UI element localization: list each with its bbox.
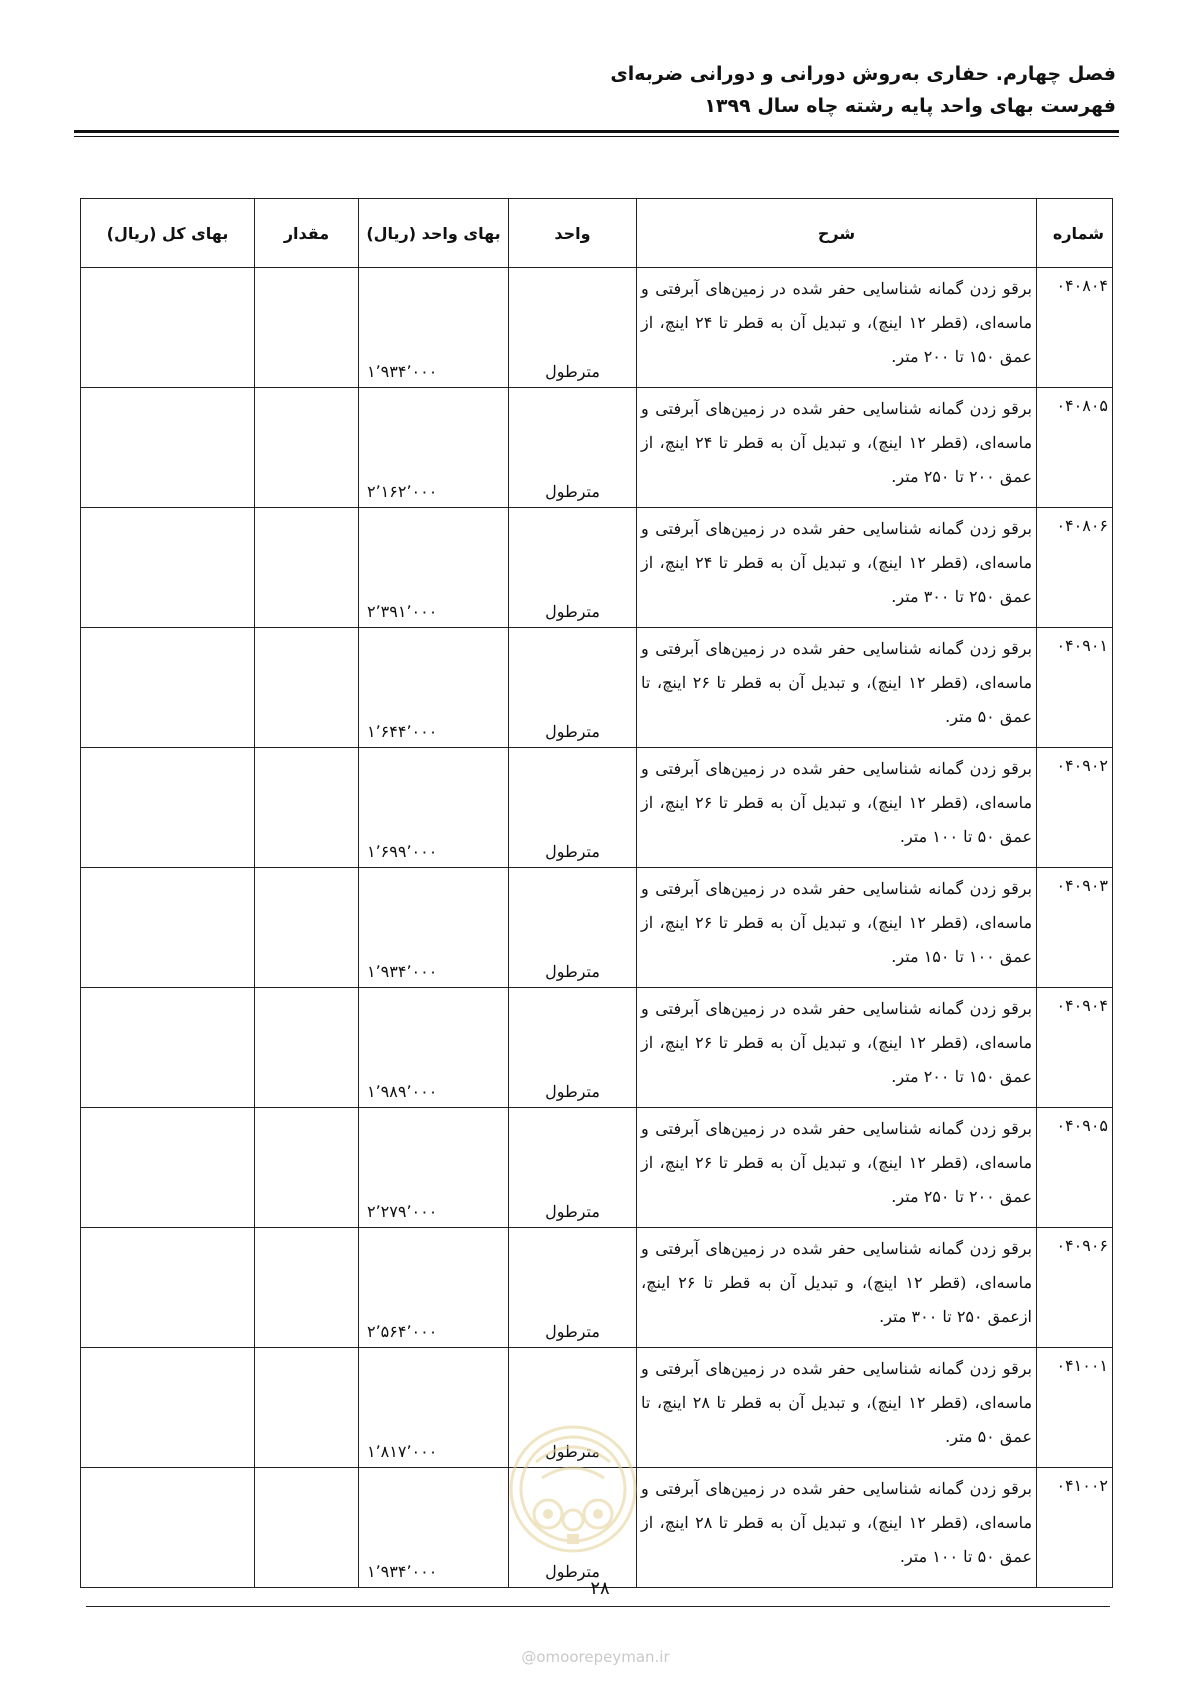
row-quantity [255, 868, 359, 988]
price-list-title: فهرست بهای واحد پایه رشته چاه سال ۱۳۹۹ [704, 95, 1116, 117]
row-unit: مترطول [509, 388, 637, 508]
row-total-price [81, 1228, 255, 1348]
row-unit: مترطول [509, 508, 637, 628]
row-code: ۰۴۰۸۰۶ [1037, 508, 1113, 628]
row-unit: مترطول [509, 748, 637, 868]
table-row [81, 508, 1113, 628]
table-header-row [81, 199, 1113, 268]
column-header-total-price: بهای کل (ریال) [81, 199, 255, 268]
row-code: ۰۴۰۹۰۱ [1037, 628, 1113, 748]
chapter-title: فصل چهارم. حفاری به‌روش دورانی و دورانی ضربه‌ای [610, 63, 1116, 85]
row-total-price [81, 268, 255, 388]
row-total-price [81, 628, 255, 748]
row-code: ۰۴۰۹۰۳ [1037, 868, 1113, 988]
row-description: برقو زدن گمانه شناسایی حفر شده در زمین‌های آبرفتی و ماسه‌ای، (قطر ۱۲ اینچ)، و تبدیل آن به قطر تا ۲۶ اینچ، از عمق ۱۵۰ تا ۲۰۰ متر. [637, 988, 1037, 1108]
row-unit: مترطول [509, 868, 637, 988]
row-description: برقو زدن گمانه شناسایی حفر شده در زمین‌های آبرفتی و ماسه‌ای، (قطر ۱۲ اینچ)، و تبدیل آن به قطر تا ۲۸ اینچ، تا عمق ۵۰ متر. [637, 1348, 1037, 1468]
row-total-price [81, 1348, 255, 1468]
row-unit: مترطول [509, 1108, 637, 1228]
row-quantity [255, 748, 359, 868]
row-code: ۰۴۰۹۰۲ [1037, 748, 1113, 868]
row-unit-price: ۱٬۶۴۴٬۰۰۰ [359, 628, 509, 748]
row-quantity [255, 268, 359, 388]
header-rule-thick [74, 130, 1119, 133]
row-description: برقو زدن گمانه شناسایی حفر شده در زمین‌های آبرفتی و ماسه‌ای، (قطر ۱۲ اینچ)، و تبدیل آن به قطر تا ۲۴ اینچ، از عمق ۱۵۰ تا ۲۰۰ متر. [637, 268, 1037, 388]
table-row [81, 268, 1113, 388]
row-code: ۰۴۰۹۰۶ [1037, 1228, 1113, 1348]
footer-rule [86, 1606, 1110, 1607]
row-unit-price: ۲٬۳۹۱٬۰۰۰ [359, 508, 509, 628]
row-unit-price: ۱٬۹۳۴٬۰۰۰ [359, 1468, 509, 1588]
website-watermark: @omoorepeyman.ir [521, 1648, 670, 1666]
row-quantity [255, 1348, 359, 1468]
row-description: برقو زدن گمانه شناسایی حفر شده در زمین‌های آبرفتی و ماسه‌ای، (قطر ۱۲ اینچ)، و تبدیل آن به قطر تا ۲۸ اینچ، از عمق ۵۰ تا ۱۰۰ متر. [637, 1468, 1037, 1588]
row-unit-price: ۱٬۹۸۹٬۰۰۰ [359, 988, 509, 1108]
row-description: برقو زدن گمانه شناسایی حفر شده در زمین‌های آبرفتی و ماسه‌ای، (قطر ۱۲ اینچ)، و تبدیل آن به قطر تا ۲۶ اینچ، از عمق ۱۰۰ تا ۱۵۰ متر. [637, 868, 1037, 988]
column-header-description: شرح [637, 199, 1037, 268]
row-total-price [81, 388, 255, 508]
table-row [81, 1228, 1113, 1348]
page-number: ۲۸ [590, 1578, 610, 1599]
row-unit: مترطول [509, 628, 637, 748]
row-quantity [255, 388, 359, 508]
row-description: برقو زدن گمانه شناسایی حفر شده در زمین‌های آبرفتی و ماسه‌ای، (قطر ۱۲ اینچ)، و تبدیل آن به قطر تا ۲۶ اینچ، از عمق ۵۰ تا ۱۰۰ متر. [637, 748, 1037, 868]
row-unit: مترطول [509, 1468, 637, 1588]
row-total-price [81, 508, 255, 628]
publisher-seal-watermark [506, 1422, 640, 1556]
table-row [81, 868, 1113, 988]
table-row [81, 388, 1113, 508]
column-header-code: شماره [1037, 199, 1113, 268]
row-quantity [255, 1108, 359, 1228]
row-unit-price: ۱٬۸۱۷٬۰۰۰ [359, 1348, 509, 1468]
row-total-price [81, 748, 255, 868]
column-header-quantity: مقدار [255, 199, 359, 268]
row-code: ۰۴۰۸۰۵ [1037, 388, 1113, 508]
row-quantity [255, 508, 359, 628]
row-unit-price: ۱٬۹۳۴٬۰۰۰ [359, 868, 509, 988]
row-total-price [81, 868, 255, 988]
row-code: ۰۴۰۹۰۵ [1037, 1108, 1113, 1228]
column-header-unit: واحد [509, 199, 637, 268]
row-unit: مترطول [509, 268, 637, 388]
row-unit-price: ۱٬۹۳۴٬۰۰۰ [359, 268, 509, 388]
row-total-price [81, 1468, 255, 1588]
row-code: ۰۴۰۸۰۴ [1037, 268, 1113, 388]
table-row [81, 628, 1113, 748]
row-unit: مترطول [509, 988, 637, 1108]
row-total-price [81, 988, 255, 1108]
row-quantity [255, 1228, 359, 1348]
column-header-unit-price: بهای واحد (ریال) [359, 199, 509, 268]
row-description: برقو زدن گمانه شناسایی حفر شده در زمین‌های آبرفتی و ماسه‌ای، (قطر ۱۲ اینچ)، و تبدیل آن به قطر تا ۲۶ اینچ، از عمق ۲۰۰ تا ۲۵۰ متر. [637, 1108, 1037, 1228]
row-unit-price: ۲٬۲۷۹٬۰۰۰ [359, 1108, 509, 1228]
row-quantity [255, 628, 359, 748]
table-row [81, 988, 1113, 1108]
row-description: برقو زدن گمانه شناسایی حفر شده در زمین‌های آبرفتی و ماسه‌ای، (قطر ۱۲ اینچ)، و تبدیل آن به قطر تا ۲۶ اینچ، تا عمق ۵۰ متر. [637, 628, 1037, 748]
table-row [81, 1108, 1113, 1228]
row-unit: مترطول [509, 1228, 637, 1348]
row-description: برقو زدن گمانه شناسایی حفر شده در زمین‌های آبرفتی و ماسه‌ای، (قطر ۱۲ اینچ)، و تبدیل آن به قطر تا ۲۴ اینچ، از عمق ۲۵۰ تا ۳۰۰ متر. [637, 508, 1037, 628]
row-code: ۰۴۱۰۰۲ [1037, 1468, 1113, 1588]
price-table [80, 198, 1113, 1588]
row-quantity [255, 988, 359, 1108]
row-description: برقو زدن گمانه شناسایی حفر شده در زمین‌های آبرفتی و ماسه‌ای، (قطر ۱۲ اینچ)، و تبدیل آن به قطر تا ۲۶ اینچ، ازعمق ۲۵۰ تا ۳۰۰ متر. [637, 1228, 1037, 1348]
row-unit-price: ۲٬۵۶۴٬۰۰۰ [359, 1228, 509, 1348]
page-header [76, 58, 1116, 122]
row-description: برقو زدن گمانه شناسایی حفر شده در زمین‌های آبرفتی و ماسه‌ای، (قطر ۱۲ اینچ)، و تبدیل آن به قطر تا ۲۴ اینچ، از عمق ۲۰۰ تا ۲۵۰ متر. [637, 388, 1037, 508]
table-row [81, 748, 1113, 868]
row-code: ۰۴۱۰۰۱ [1037, 1348, 1113, 1468]
row-unit-price: ۱٬۶۹۹٬۰۰۰ [359, 748, 509, 868]
row-total-price [81, 1108, 255, 1228]
row-code: ۰۴۰۹۰۴ [1037, 988, 1113, 1108]
row-quantity [255, 1468, 359, 1588]
header-rule-thin [74, 136, 1119, 137]
row-unit: مترطول [509, 1348, 637, 1468]
row-unit-price: ۲٬۱۶۲٬۰۰۰ [359, 388, 509, 508]
